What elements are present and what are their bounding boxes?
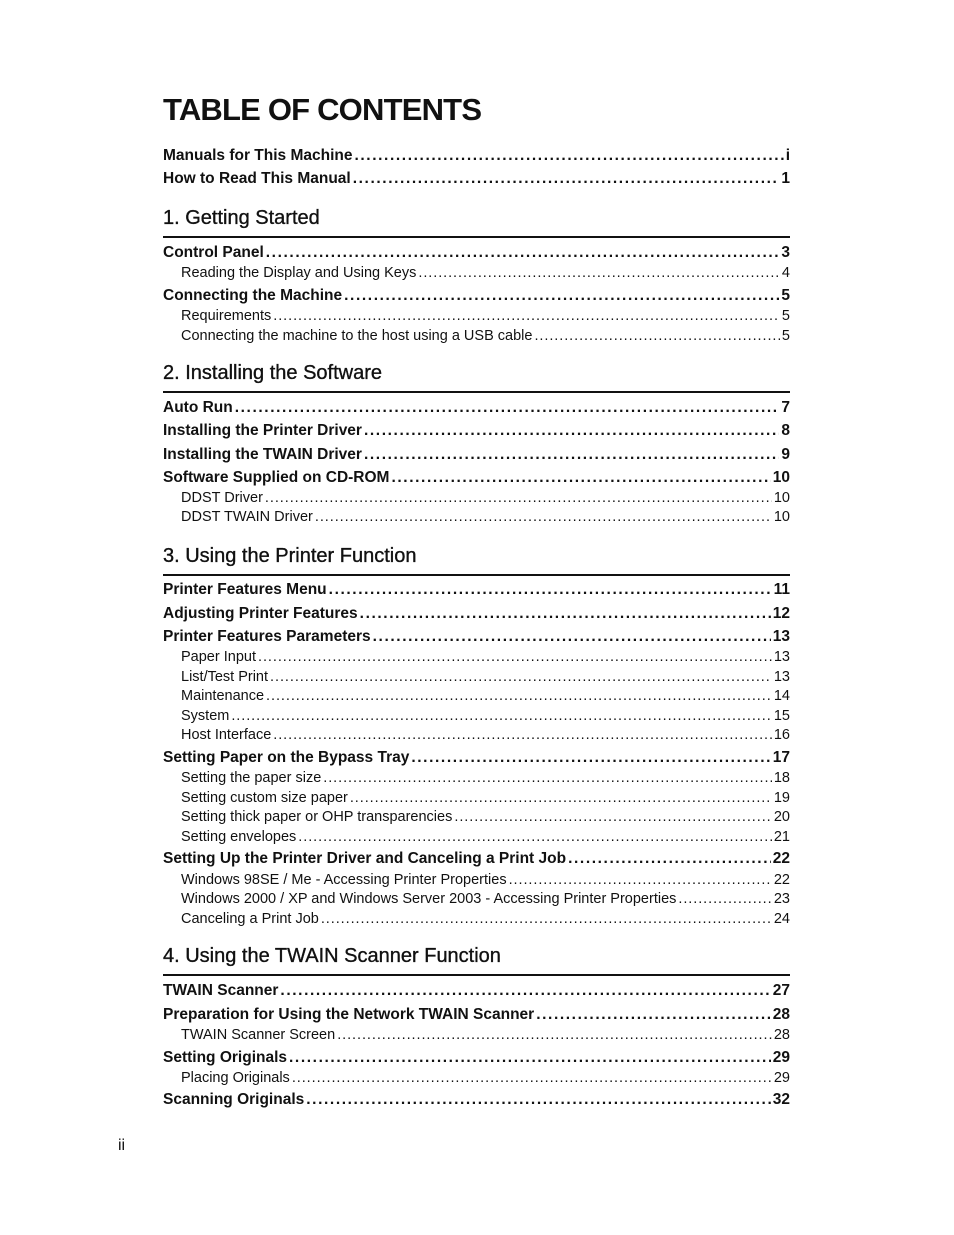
dot-leader — [454, 807, 772, 827]
toc-entry[interactable] — [163, 1089, 790, 1111]
toc-subentry[interactable] — [181, 768, 790, 788]
dot-leader — [354, 145, 783, 167]
toc-entry-label: Maintenance — [181, 688, 265, 704]
dot-leader — [364, 420, 779, 442]
toc-subentry[interactable] — [181, 686, 790, 706]
toc-entry-page: 10 — [772, 469, 790, 486]
toc-entry-label: Connecting the Machine — [163, 287, 343, 304]
dot-leader — [373, 626, 771, 648]
toc-entry-page: 21 — [773, 829, 790, 845]
toc-entry-page: 22 — [773, 872, 790, 888]
toc-entry-page: 8 — [781, 422, 790, 439]
toc-entry[interactable] — [163, 242, 790, 264]
toc-entry-label: Setting Originals — [163, 1049, 288, 1066]
toc-entry[interactable] — [163, 848, 790, 870]
toc-entry-page: 29 — [773, 1070, 790, 1086]
toc-entry[interactable] — [163, 1047, 790, 1069]
toc-entry-page: 14 — [773, 688, 790, 704]
dot-leader — [568, 848, 771, 870]
toc-subentry[interactable] — [181, 788, 790, 808]
toc-subentry[interactable] — [181, 706, 790, 726]
dot-leader — [258, 647, 772, 667]
toc-entry[interactable] — [163, 285, 790, 307]
toc-entry-label: Canceling a Print Job — [181, 911, 319, 927]
toc-entry-manuals[interactable] — [163, 145, 790, 167]
toc-subentry[interactable] — [181, 667, 790, 687]
dot-leader — [678, 889, 771, 909]
dot-leader — [353, 168, 780, 190]
toc-entry-label: Setting envelopes — [181, 829, 297, 845]
toc-entry-label: Reading the Display and Using Keys — [181, 265, 417, 281]
toc-entry-label: Preparation for Using the Network TWAIN Scanner — [163, 1006, 535, 1023]
dot-leader — [273, 306, 780, 326]
toc-entry[interactable] — [163, 980, 790, 1002]
toc-entry-label: List/Test Print — [181, 669, 269, 685]
dot-leader — [315, 507, 772, 527]
dot-leader — [323, 768, 772, 788]
toc-entry-page: i — [785, 147, 790, 164]
toc-entry-label: Printer Features Parameters — [163, 628, 371, 645]
toc-entry-page: 18 — [773, 770, 790, 786]
dot-leader — [350, 788, 772, 808]
chapter-heading-4[interactable]: 4. Using the TWAIN Scanner Function — [163, 942, 790, 976]
toc-entry-label: Host Interface — [181, 727, 272, 743]
toc-entry-label: Requirements — [181, 308, 272, 324]
toc-entry-label: DDST TWAIN Driver — [181, 509, 313, 525]
dot-leader — [289, 1047, 771, 1069]
toc-entry-label: Installing the TWAIN Driver — [163, 446, 362, 463]
dot-leader — [418, 263, 780, 283]
toc-entry-page: 10 — [773, 490, 790, 506]
dot-leader — [306, 1089, 771, 1111]
dot-leader — [337, 1025, 772, 1045]
toc-entry-label: Control Panel — [163, 244, 264, 261]
toc-entry-label: Setting Paper on the Bypass Tray — [163, 749, 410, 766]
toc-entry-page: 11 — [773, 581, 790, 598]
chapter-heading-1[interactable]: 1. Getting Started — [163, 204, 790, 238]
toc-entry[interactable] — [163, 467, 790, 489]
dot-leader — [321, 909, 772, 929]
dot-leader — [292, 1068, 772, 1088]
toc-subentry[interactable] — [181, 1025, 790, 1045]
toc-subentry[interactable] — [181, 306, 790, 326]
toc-entry-label: Setting Up the Printer Driver and Canceling a Print Job — [163, 850, 567, 867]
toc-entry-label: Windows 2000 / XP and Windows Server 2003 - Accessing Printer Properties — [181, 891, 677, 907]
dot-leader — [280, 980, 770, 1002]
toc-entry-label: Installing the Printer Driver — [163, 422, 362, 439]
toc-entry-label: Setting thick paper or OHP transparencies — [181, 809, 453, 825]
toc-entry-page: 7 — [781, 399, 790, 416]
toc-entry[interactable] — [163, 420, 790, 442]
dot-leader — [391, 467, 770, 489]
toc-entry-label: Windows 98SE / Me - Accessing Printer Properties — [181, 872, 507, 888]
chapter-heading-3[interactable]: 3. Using the Printer Function — [163, 542, 790, 576]
toc-entry-page: 1 — [781, 170, 790, 187]
dot-leader — [235, 397, 780, 419]
toc-entry-page: 32 — [772, 1091, 790, 1108]
toc-entry-page: 20 — [773, 809, 790, 825]
toc-entry[interactable] — [163, 444, 790, 466]
toc-entry-page: 17 — [772, 749, 790, 766]
toc-entry-page: 24 — [773, 911, 790, 927]
dot-leader — [273, 725, 772, 745]
toc-entry-how-to-read[interactable] — [163, 168, 790, 190]
toc-entry-page: 4 — [781, 265, 790, 281]
toc-entry[interactable] — [163, 579, 790, 601]
dot-leader — [536, 1004, 771, 1026]
dot-leader — [298, 827, 772, 847]
dot-leader — [364, 444, 779, 466]
toc-entry-label: Manuals for This Machine — [163, 147, 353, 164]
dot-leader — [411, 747, 770, 769]
toc-subentry[interactable] — [181, 807, 790, 827]
toc-subentry[interactable] — [181, 909, 790, 929]
toc-subentry[interactable] — [181, 263, 790, 283]
toc-entry-page: 28 — [772, 1006, 790, 1023]
toc-entry[interactable] — [163, 603, 790, 625]
toc-entry-page: 23 — [773, 891, 790, 907]
toc-entry-page: 5 — [781, 308, 790, 324]
toc-entry[interactable] — [163, 1004, 790, 1026]
dot-leader — [270, 667, 772, 687]
toc-subentry[interactable] — [181, 1068, 790, 1088]
toc-entry-page: 13 — [772, 628, 790, 645]
toc-entry-page: 5 — [781, 287, 790, 304]
toc-entry-label: Printer Features Menu — [163, 581, 327, 598]
dot-leader — [329, 579, 772, 601]
toc-entry-page: 3 — [781, 244, 790, 261]
toc-entry-page: 19 — [773, 790, 790, 806]
toc-entry-page: 13 — [773, 669, 790, 685]
toc-entry[interactable] — [163, 747, 790, 769]
toc-entry-page: 12 — [772, 605, 790, 622]
dot-leader — [360, 603, 771, 625]
dot-leader — [344, 285, 779, 307]
toc-entry-label: Connecting the machine to the host using a USB cable — [181, 328, 533, 344]
toc-entry-label: Software Supplied on CD-ROM — [163, 469, 390, 486]
toc-entry-page: 28 — [773, 1027, 790, 1043]
toc-subentry[interactable] — [181, 507, 790, 527]
toc-entry-page: 29 — [772, 1049, 790, 1066]
page-title: TABLE OF CONTENTS — [163, 92, 482, 127]
toc-entry-page: 22 — [772, 850, 790, 867]
toc-entry-page: 9 — [781, 446, 790, 463]
toc-entry-label: How to Read This Manual — [163, 170, 351, 187]
toc-entry-label: Scanning Originals — [163, 1091, 305, 1108]
toc-subentry[interactable] — [181, 889, 790, 909]
toc-entry-label: TWAIN Scanner Screen — [181, 1027, 336, 1043]
toc-entry-label: Auto Run — [163, 399, 233, 416]
toc-entry-label: DDST Driver — [181, 490, 263, 506]
toc-subentry[interactable] — [181, 725, 790, 745]
toc-subentry[interactable] — [181, 870, 790, 890]
toc-entry-label: Placing Originals — [181, 1070, 290, 1086]
toc-entry-label: Paper Input — [181, 649, 256, 665]
toc-entry-page: 5 — [781, 328, 790, 344]
dot-leader — [231, 706, 772, 726]
toc-entry-label: TWAIN Scanner — [163, 982, 279, 999]
dot-leader — [509, 870, 772, 890]
toc-subentry[interactable] — [181, 827, 790, 847]
toc-entry[interactable] — [163, 397, 790, 419]
toc-entry[interactable] — [163, 626, 790, 648]
toc-subentry[interactable] — [181, 647, 790, 667]
toc-entry-label: Adjusting Printer Features — [163, 605, 358, 622]
toc-entry-page: 15 — [773, 708, 790, 724]
dot-leader — [534, 326, 779, 346]
dot-leader — [266, 242, 780, 264]
toc-entry-page: 16 — [773, 727, 790, 743]
toc-subentry[interactable] — [181, 326, 790, 346]
chapter-heading-2[interactable]: 2. Installing the Software — [163, 359, 790, 393]
toc-entry-page: 27 — [772, 982, 790, 999]
toc-subentry[interactable] — [181, 488, 790, 508]
toc-entry-label: Setting the paper size — [181, 770, 322, 786]
toc-entry-page: 10 — [773, 509, 790, 525]
toc-entry-label: System — [181, 708, 230, 724]
toc-entry-page: 13 — [773, 649, 790, 665]
dot-leader — [265, 488, 772, 508]
dot-leader — [266, 686, 772, 706]
toc-entry-label: Setting custom size paper — [181, 790, 348, 806]
page-number: ii — [118, 1137, 126, 1154]
